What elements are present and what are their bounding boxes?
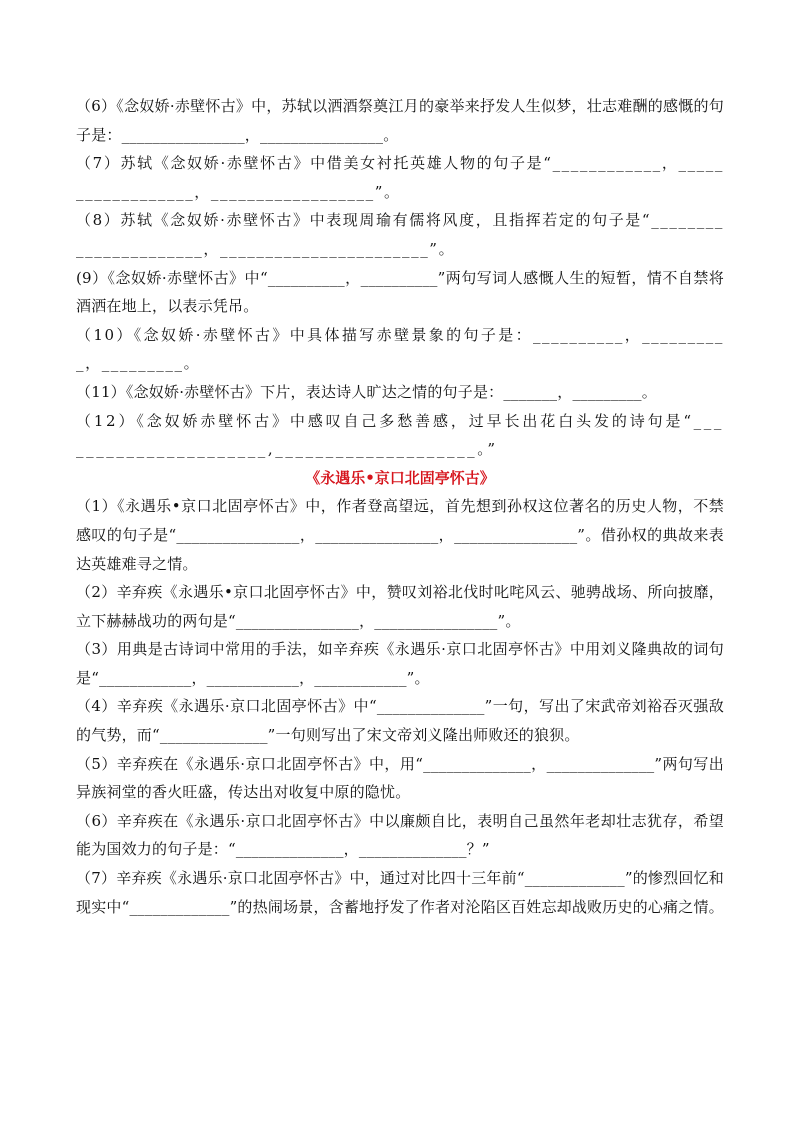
section-question-4: （4）辛弃疾《永遇乐·京口北固亭怀古》中“______________”一句，写出了宋武帝刘裕吞灭强敌的气势，而“______________”一句则写出了宋文帝刘义隆出师败还的狼狈。 (76, 697, 724, 745)
question-9: (9）《念奴娇·赤壁怀古》中“__________，__________”两句写词人感慨人生的短暂，情不自禁将酒洒在地上，以表示凭吊。 (76, 268, 724, 316)
question-10: （10）《念奴娇·赤壁怀古》中具体描写赤壁景象的句子是：__________，__________，_________。 (76, 325, 724, 373)
section-title: 《永遇乐•京口北固亭怀古》 (305, 468, 495, 487)
question-8: （8）苏轼《念奴娇·赤壁怀古》中表现周瑜有儒将风度，且指挥若定的句子是“______________________，_______________________”。 (76, 211, 724, 258)
section-question-1: （1）《永遇乐•京口北固亭怀古》中，作者登高望远，首先想到孙权这位著名的历史人物，不禁感叹的句子是“________________，________________，________________”。借孙权的典故来表达英雄难寻之情。 (76, 497, 724, 573)
question-6: （6）《念奴娇·赤壁怀古》中，苏轼以洒酒祭奠江月的豪举来抒发人生似梦，壮志难酬的感慨的句子是：________________，________________。 (76, 97, 724, 144)
section-question-3: （3）用典是古诗词中常用的手法，如辛弃疾《永遇乐·京口北固亭怀古》中用刘义隆典故的词句是“____________，____________，____________”。 (76, 640, 724, 687)
question-7: （7）苏轼《念奴娇·赤壁怀古》中借美女衬托英雄人物的句子是“____________，__________________，__________________”。 (76, 154, 724, 201)
section-question-7: （7）辛弃疾《永遇乐·京口北固亭怀古》中，通过对比四十三年前“_____________”的惨烈回忆和现实中“_____________”的热闹场景，含蓄地抒发了作者对沦陷区百姓忘却战败历史的心痛之情。 (76, 869, 724, 916)
section-question-6: （6）辛弃疾在《永遇乐·京口北固亭怀古》中以廉颇自比，表明自己虽然年老却壮志犹存，希望能为国效力的句子是：“______________，______________？” (76, 811, 724, 859)
question-list (76, 92, 724, 921)
question-12: （12）《念奴娇赤壁怀古》中感叹自己多愁善感，过早长出花白头发的诗句是“______________________,____________________。” (76, 411, 724, 459)
section-question-2: （2）辛弃疾《永遇乐•京口北固亭怀古》中，赞叹刘裕北伐时叱咤风云、驰骋战场、所向披靡，立下赫赫战功的两句是“________________，________________”。 (76, 583, 724, 630)
section-question-5: （5）辛弃疾在《永遇乐·京口北固亭怀古》中，用“______________，______________”两句写出异族祠堂的香火旺盛，传达出对收复中原的隐忧。 (76, 754, 724, 802)
question-11: （11）《念奴娇·赤壁怀古》下片，表达诗人旷达之情的句子是：_______，_________。 (76, 382, 657, 401)
